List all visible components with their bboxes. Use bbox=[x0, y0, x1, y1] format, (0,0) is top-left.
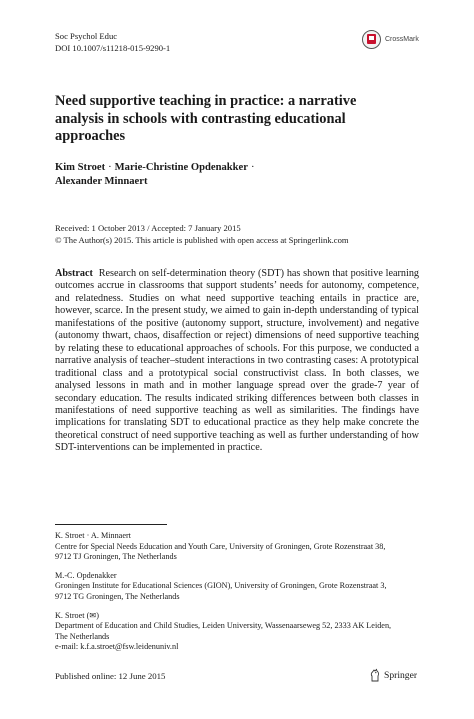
author-name[interactable]: Kim Stroet bbox=[55, 162, 106, 173]
affiliation-line: 9712 TJ Groningen, The Netherlands bbox=[55, 552, 177, 562]
springer-logo[interactable] bbox=[369, 668, 417, 682]
affiliation-names: K. Stroet · A. Minnaert bbox=[55, 531, 131, 540]
affiliation-line: 9712 TG Groningen, The Netherlands bbox=[55, 591, 180, 601]
affiliation-names: K. Stroet (✉) bbox=[55, 610, 99, 620]
published-online-date: Published online: 12 June 2015 bbox=[55, 671, 166, 681]
article-history bbox=[55, 223, 425, 246]
author-list bbox=[55, 161, 385, 189]
journal-name: Soc Psychol Educ bbox=[55, 31, 118, 41]
crossmark-button[interactable] bbox=[362, 29, 442, 49]
abstract-text: Research on self-determination theory (SDT) has shown that positive learning outcomes accrue in classrooms that support students’ needs for autonomy, competence, and relatedness. Studies on what need supportive teaching entails in practice are, however, scarce. In the present study, we aimed to gain in-depth understanding of typical manifestations of the positive (autonomy support, structure, involvement) and negative (autonomy thwart, chaos, disaffection or reject) dimensions of need supportive teaching by relating these to educational approaches of schools. For this purpose, we conducted a narrative analysis of teacher–student interactions in two contrasting cases: A prototypical traditional class and a prototypical social constructivist class. In both classes, we analysed lessons in math and in mother language spread over the grade-7 year of secondary education. The results indicated striking differences between both classes in manifestations of need supportive teaching as well as similarities. The findings have implications for translating SDT to educational practice as they help make concrete the theoretical construct of need supportive teaching as well as further understanding of how SDT-interventions can be implemented in practice. bbox=[55, 268, 420, 454]
affiliation-block bbox=[55, 531, 425, 563]
journal-header bbox=[55, 31, 170, 54]
article-title: Need supportive teaching in practice: a narrative analysis in schools with contrasting educational approaches bbox=[55, 93, 357, 144]
affiliation-block bbox=[55, 611, 425, 653]
springer-horse-icon bbox=[369, 668, 381, 682]
affiliation-names: M.-C. Opdenakker bbox=[55, 570, 117, 580]
crossmark-label: CrossMark bbox=[385, 35, 419, 43]
footnote-divider bbox=[55, 524, 167, 525]
abstract-label: Abstract bbox=[55, 268, 93, 279]
journal-doi[interactable]: DOI 10.1007/s11218-015-9290-1 bbox=[55, 42, 171, 53]
affiliation-line: The Netherlands bbox=[55, 631, 110, 641]
received-accepted-dates: Received: 1 October 2013 / Accepted: 7 January 2015 bbox=[55, 223, 241, 233]
email-link[interactable]: e-mail: k.f.a.stroet@fsw.leidenuniv.nl bbox=[55, 642, 179, 652]
author-name[interactable]: Marie-Christine Opdenakker bbox=[114, 162, 248, 173]
copyright-notice: © The Author(s) 2015. This article is published with open access at Springerlink.com bbox=[55, 234, 349, 245]
affiliations bbox=[55, 531, 425, 661]
author-name[interactable]: Alexander Minnaert bbox=[55, 176, 148, 187]
author-separator: · bbox=[250, 162, 255, 173]
abstract-section bbox=[55, 268, 419, 455]
affiliation-line: Centre for Special Needs Education and Youth Care, University of Groningen, Grote Rozenstraat 38, bbox=[55, 541, 386, 551]
affiliation-line: Department of Education and Child Studies, Leiden University, Wassenaarseweg 52, 2333 AK Leiden, bbox=[55, 621, 392, 631]
affiliation-block bbox=[55, 571, 425, 603]
crossmark-icon bbox=[362, 30, 381, 49]
publisher-name: Springer bbox=[384, 669, 418, 681]
author-separator: · bbox=[108, 162, 112, 173]
affiliation-line: Groningen Institute for Educational Sciences (GION), University of Groningen, Grote Rozenstraat 3, bbox=[55, 581, 387, 591]
